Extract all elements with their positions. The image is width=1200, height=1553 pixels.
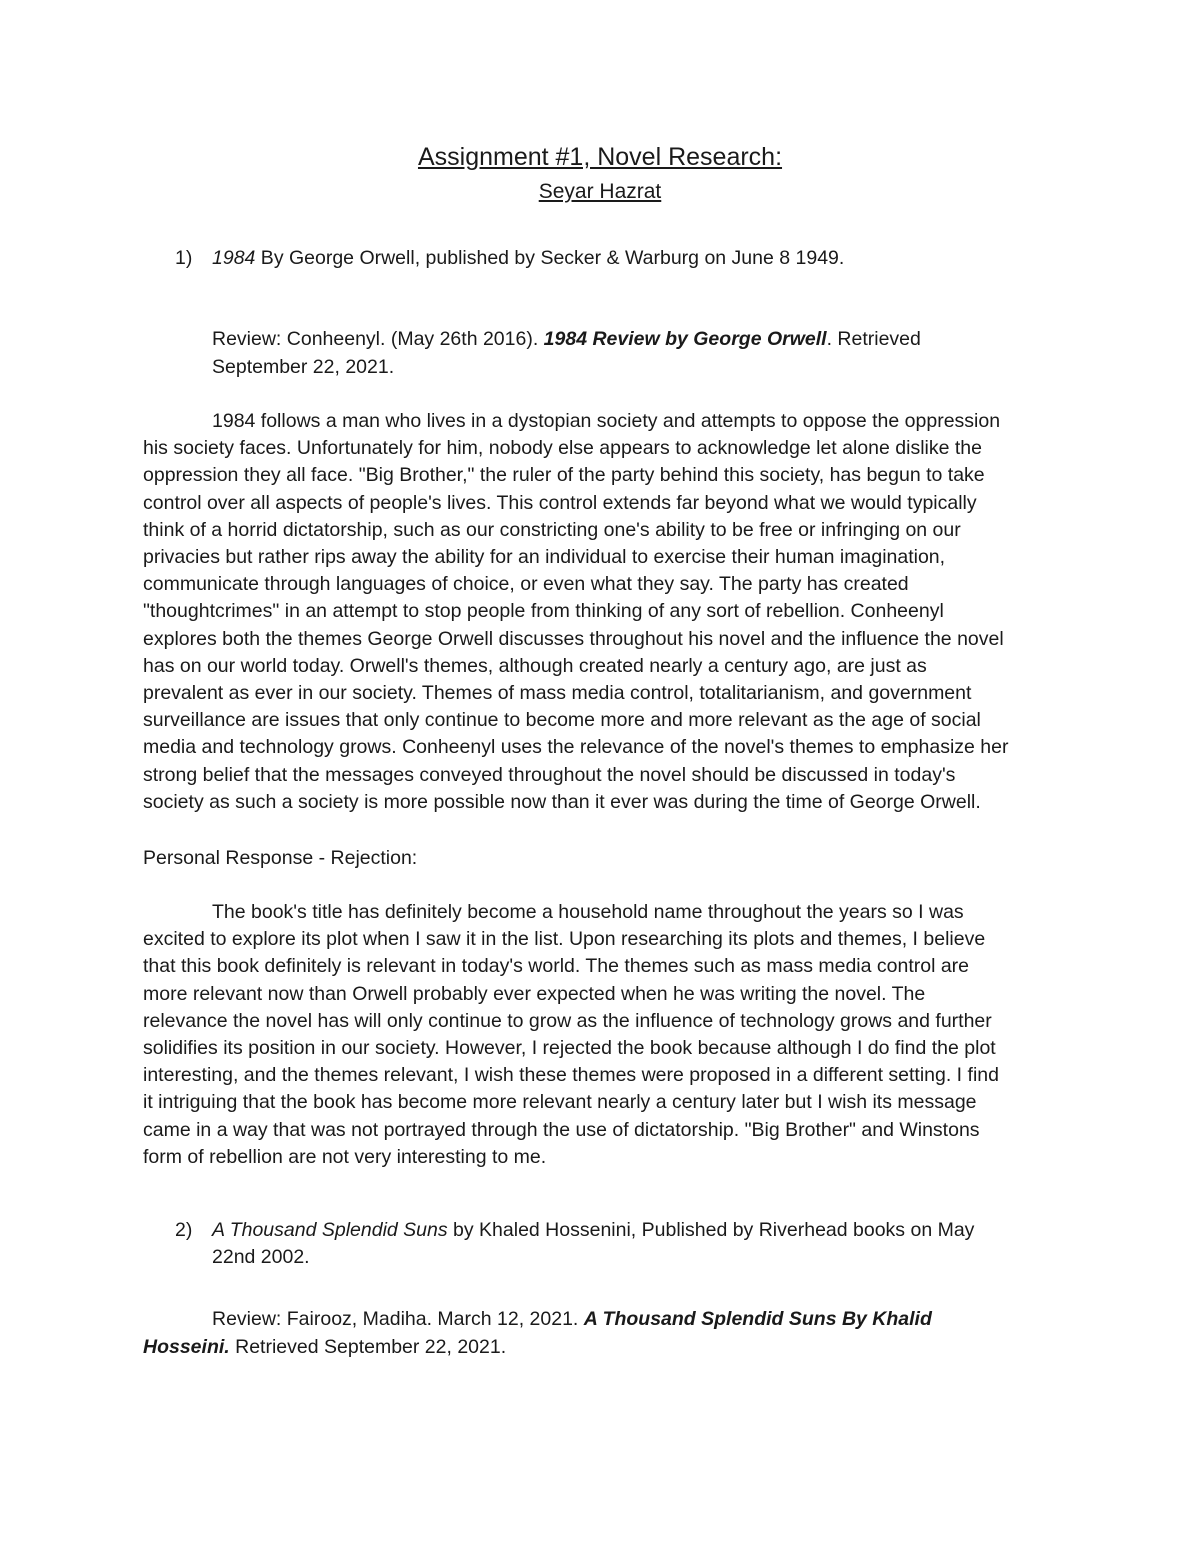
paragraph-line: communicate through languages of choice, or even what they say. The party has created: [143, 573, 909, 596]
paragraph-line: relevance the novel has will only continue to grow as the influence of technology grows and further: [143, 1009, 992, 1032]
book-title-1: 1984: [212, 247, 256, 269]
paragraph-line: The book's title has definitely become a household name throughout the years so I was: [212, 901, 964, 923]
paragraph-line: "thoughtcrimes" in an attempt to stop people from thinking of any sort of rebellion. Conheenyl: [143, 600, 944, 623]
list-number-2: 2): [175, 1219, 193, 1241]
paragraph-line: came in a way that was not portrayed through the use of dictatorship. "Big Brother" and Winstons: [143, 1118, 980, 1141]
paragraph-line: media and technology grows. Conheenyl uses the relevance of the novel's themes to emphasize her: [143, 736, 1009, 759]
paragraph-line: 1984 follows a man who lives in a dystopian society and attempts to oppose the oppression: [212, 410, 1001, 432]
paragraph-line: control over all aspects of people's lives. This control extends far beyond what we would typically: [143, 491, 977, 514]
review-summary-paragraph: [143, 408, 1073, 816]
paragraph-line: oppression they all face. "Big Brother," the ruler of the party behind this society, has begun to take: [143, 464, 985, 487]
paragraph-line: form of rebellion are not very interesting to me.: [143, 1145, 547, 1168]
review-citation-2-prefix: Review: Fairooz, Madiha. March 12, 2021.: [212, 1308, 584, 1330]
paragraph-line: it intriguing that the book has become more relevant nearly a century later but I wish its message: [143, 1091, 977, 1114]
paragraph-line: explores both the themes George Orwell discusses throughout his novel and the influence the novel: [143, 627, 1004, 650]
paragraph-line: strong belief that the messages conveyed throughout the novel should be discussed in today's: [143, 763, 956, 786]
response-heading: Personal Response - Rejection:: [143, 847, 418, 869]
paragraph-line: privacies but rather rips away the ability for an individual to exercise their human imagination,: [143, 546, 946, 569]
response-paragraph: [143, 899, 1073, 1171]
review-citation-1: [212, 326, 921, 353]
book-details-2: by Khaled Hossenini, Published by Riverhead books on May: [447, 1219, 975, 1241]
review-citation-2-line2: [143, 1334, 506, 1361]
review-title-2-cont: Hosseini.: [143, 1336, 230, 1358]
page-title: Assignment #1, Novel Research:: [417, 143, 783, 171]
paragraph-line: prevalent as ever in our society. Themes of mass media control, totalitarianism, and government: [143, 682, 972, 705]
list-item-1: [212, 245, 844, 272]
paragraph-line: his society faces. Unfortunately for him, nobody else appears to acknowledge let alone dislike the: [143, 437, 982, 460]
review-citation-1-suffix: . Retrieved: [826, 328, 921, 350]
review-citation-1-line2: September 22, 2021.: [212, 356, 395, 378]
paragraph-line: more relevant now than Orwell probably ever expected when he was writing the novel. The: [143, 982, 926, 1005]
list-number-1: 1): [175, 247, 193, 269]
review-citation-1-prefix: Review: Conheenyl. (May 26th 2016).: [212, 328, 544, 350]
paragraph-line: society as such a society is more possible now than it ever was during the time of George Orwell.: [143, 790, 981, 813]
book-details-1: By George Orwell, published by Secker & Warburg on June 8 1949.: [255, 247, 845, 269]
review-title-1: 1984 Review by George Orwell: [543, 328, 827, 350]
list-item-2-line2: 22nd 2002.: [212, 1246, 310, 1268]
paragraph-line: solidifies its position in our society. However, I rejected the book because although I do find the plot: [143, 1037, 996, 1060]
book-title-2: A Thousand Splendid Suns: [212, 1219, 448, 1241]
paragraph-line: think of a horrid dictatorship, such as our constricting one's ability to be free or infringing on our: [143, 518, 961, 541]
author-name: Seyar Hazrat: [538, 180, 662, 203]
paragraph-line: surveillance are issues that only continue to become more and more relevant as the age of social: [143, 709, 981, 732]
review-citation-2: [212, 1306, 932, 1333]
paragraph-line: that this book definitely is relevant in today's world. The themes such as mass media control are: [143, 955, 970, 978]
paragraph-line: has on our world today. Orwell's themes, although created nearly a century ago, are just as: [143, 654, 927, 677]
paragraph-line: interesting, and the themes relevant, I wish these themes were proposed in a different setting. I find: [143, 1064, 999, 1087]
list-item-2: [212, 1217, 974, 1244]
paragraph-line: excited to explore its plot when I saw it in the list. Upon researching its plots and themes, I believe: [143, 928, 986, 951]
review-citation-2-suffix: Retrieved September 22, 2021.: [229, 1336, 507, 1358]
review-title-2: A Thousand Splendid Suns By Khalid: [583, 1308, 932, 1330]
